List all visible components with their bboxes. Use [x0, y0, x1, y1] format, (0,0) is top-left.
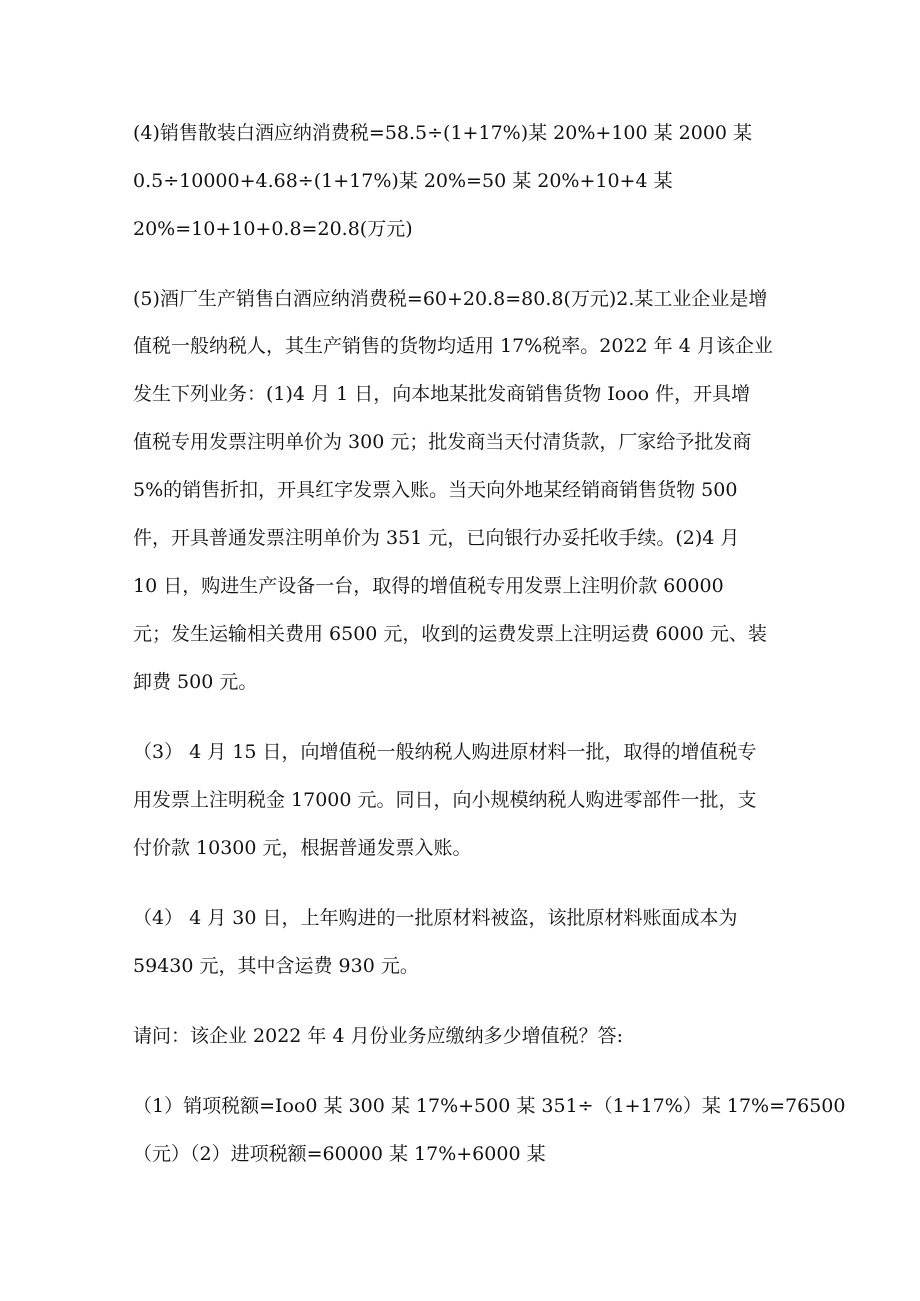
text-line: 10 日，购进生产设备一台，取得的增值税专用发票上注明价款 60000 — [133, 575, 724, 597]
text-line: 卸费 500 元。 — [133, 671, 258, 693]
text-line: 元；发生运输相关费用 6500 元，收到的运费发票上注明运费 6000 元、装 — [133, 623, 767, 645]
text-line: （1）销项税额=Ioo0 某 300 某 17%+500 某 351÷（1+17%）某 17%=76500 — [133, 1095, 846, 1117]
text-line: 请问：该企业 2022 年 4 月份业务应缴纳多少增值税？答: — [133, 1025, 624, 1047]
text-line: 值税专用发票注明单价为 300 元；批发商当天付清货款，厂家给予批发商 — [133, 431, 752, 453]
text-line: 发生下列业务：(1)4 月 1 日，向本地某批发商销售货物 Iooo 件，开具增 — [133, 383, 751, 405]
text-line: 用发票上注明税金 17000 元。同日，向小规模纳税人购进零部件一批，支 — [133, 789, 757, 811]
text-line: 5%的销售折扣，开具红字发票入账。当天向外地某经销商销售货物 500 — [133, 479, 738, 501]
text-line: 件，开具普通发票注明单价为 351 元，已向银行办妥托收手续。(2)4 月 — [133, 527, 740, 549]
text-line: 0.5÷10000+4.68÷(1+17%)某 20%=50 某 20%+10+4 某 — [133, 170, 673, 192]
text-line: (5)酒厂生产销售白酒应纳消费税=60+20.8=80.8(万元)2.某工业企业是增 — [133, 288, 768, 310]
text-line: 付价款 10300 元，根据普通发票入账。 — [133, 837, 472, 859]
text-line: 59430 元，其中含运费 930 元。 — [133, 955, 419, 977]
text-line: (4)销售散装白酒应纳消费税=58.5÷(1+17%)某 20%+100 某 2000 某 — [133, 122, 753, 144]
text-line: （4） 4 月 30 日，上年购进的一批原材料被盗，该批原材料账面成本为 — [133, 907, 738, 929]
text-line: （3） 4 月 15 日，向增值税一般纳税人购进原材料一批，取得的增值税专 — [133, 741, 757, 763]
text-line: 20%=10+10+0.8=20.8(万元) — [133, 218, 413, 240]
text-line: （元）（2）进项税额=60000 某 17%+6000 某 — [133, 1143, 546, 1165]
text-line: 值税一般纳税人，其生产销售的货物均适用 17%税率。2022 年 4 月该企业 — [133, 335, 773, 357]
